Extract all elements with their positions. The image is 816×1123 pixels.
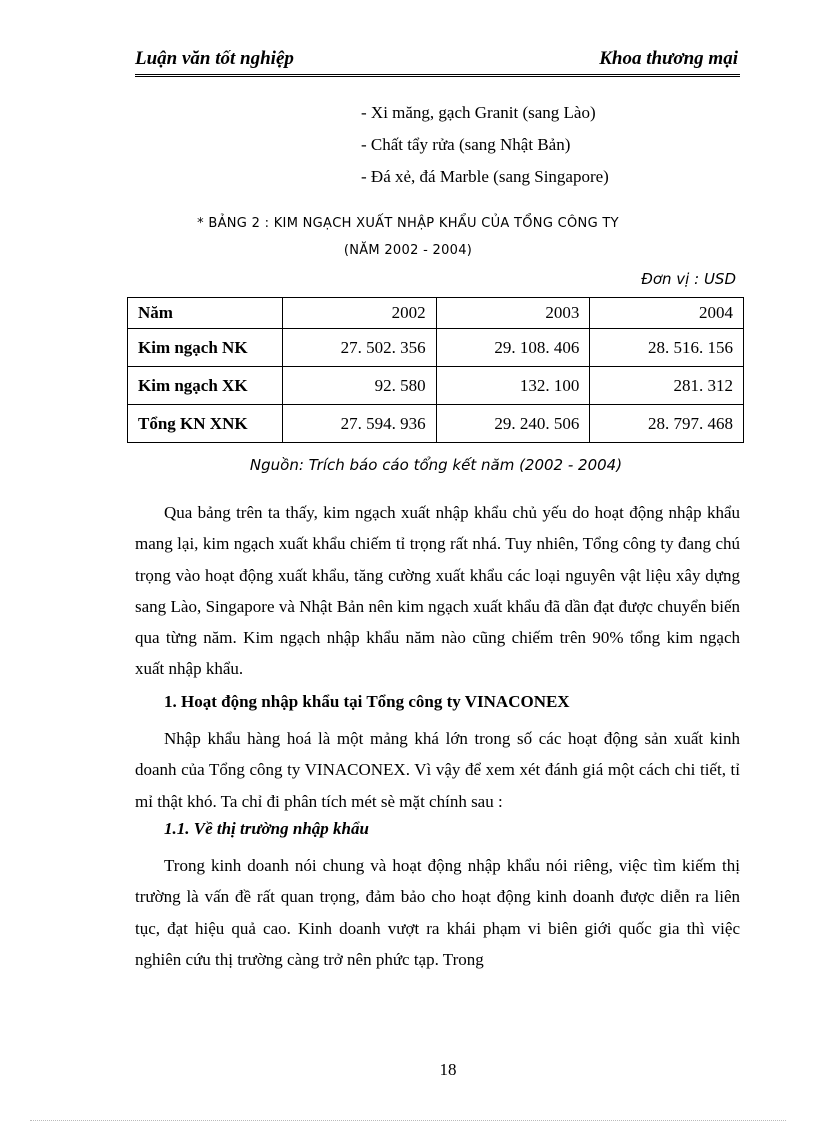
table-cell: 27. 502. 356 <box>283 329 437 367</box>
table-cell: 92. 580 <box>283 367 437 405</box>
table-header-cell: 2002 <box>283 298 437 329</box>
section-heading: 1. Hoạt động nhập khẩu tại Tổng công ty VINACONEX <box>164 692 570 711</box>
table-cell: 28. 516. 156 <box>590 329 744 367</box>
table-header-cell: 2003 <box>436 298 590 329</box>
trade-turnover-table <box>127 297 744 443</box>
row-label: Kim ngạch XK <box>128 367 283 405</box>
table-cell: 27. 594. 936 <box>283 405 437 443</box>
table-cell: 281. 312 <box>590 367 744 405</box>
footer-divider <box>30 1120 786 1121</box>
table-header-cell: 2004 <box>590 298 744 329</box>
list-item: - Chất tẩy rửa (sang Nhật Bản) <box>361 135 571 154</box>
paragraph-text: Qua bảng trên ta thấy, kim ngạch xuất nhập khẩu chủ yếu do hoạt động nhập khẩu mang lại, kim ngạch xuất khẩu chiếm tỉ trọng rất nhá. Tuy nhiên, Tổng công ty đang chú trọng vào hoạt động xuất khẩu, tăng cường xuất khẩu các loại nguyên vật liệu xây dựng sang Lào, Singapore và Nhật Bản nên kim ngạch xuất khẩu đã dần đạt được chuyển biến qua từng năm. Kim ngạch nhập khẩu năm nào cũng chiếm trên 90% tổng kim ngạch xuất nhập khẩu. <box>135 503 740 679</box>
header-faculty: Khoa thương mại <box>599 48 738 69</box>
table-header-cell: Năm <box>128 298 283 329</box>
table-row <box>128 367 744 405</box>
paragraph-market <box>135 850 740 975</box>
table-title: * BẢNG 2 : KIM NGẠCH XUẤT NHẬP KHẨU CỦA TỔNG CÔNG TY <box>197 216 619 231</box>
table-row <box>128 405 744 443</box>
page-number: 18 <box>439 1060 457 1079</box>
table-cell: 28. 797. 468 <box>590 405 744 443</box>
table-source: Nguồn: Trích báo cáo tổng kết năm (2002 - 2004) <box>249 456 623 474</box>
paragraph-text: Trong kinh doanh nói chung và hoạt động nhập khẩu nói riêng, việc tìm kiếm thị trường là vấn đề rất quan trọng, đảm bảo cho hoạt động kinh doanh được diễn ra liên tục, đạt hiệu quả cao. Kinh doanh vượt ra khái phạm vi biên giới quốc gia thì việc nghiên cứu thị trường càng trở nên phức tạp. Trong <box>135 856 740 969</box>
table-cell: 132. 100 <box>436 367 590 405</box>
paragraph-text: Nhập khẩu hàng hoá là một mảng khá lớn trong số các hoạt động sản xuất kinh doanh của Tổng công ty VINACONEX. Vì vậy để xem xét đánh giá một cách chi tiết, tỉ mỉ thật khó. Ta chỉ đi phân tích mét sè mặt chính sau : <box>135 729 740 811</box>
list-item: - Đá xẻ, đá Marble (sang Singapore) <box>361 167 609 186</box>
table-cell: 29. 240. 506 <box>436 405 590 443</box>
export-product-list <box>361 97 609 193</box>
table-header-row <box>128 298 744 329</box>
table-subtitle: (NĂM 2002 - 2004) <box>343 243 473 258</box>
table-cell: 29. 108. 406 <box>436 329 590 367</box>
subsection-heading: 1.1. Về thị trường nhập khẩu <box>164 819 369 838</box>
page-header <box>135 46 740 77</box>
paragraph-import <box>135 723 740 817</box>
table-unit: Đơn vị : USD <box>641 270 736 288</box>
header-thesis-title: Luận văn tốt nghiệp <box>135 48 294 69</box>
row-label: Tổng KN XNK <box>128 405 283 443</box>
list-item: - Xi măng, gạch Granit (sang Lào) <box>361 103 596 122</box>
table-row <box>128 329 744 367</box>
row-label: Kim ngạch NK <box>128 329 283 367</box>
paragraph-analysis <box>135 497 740 685</box>
